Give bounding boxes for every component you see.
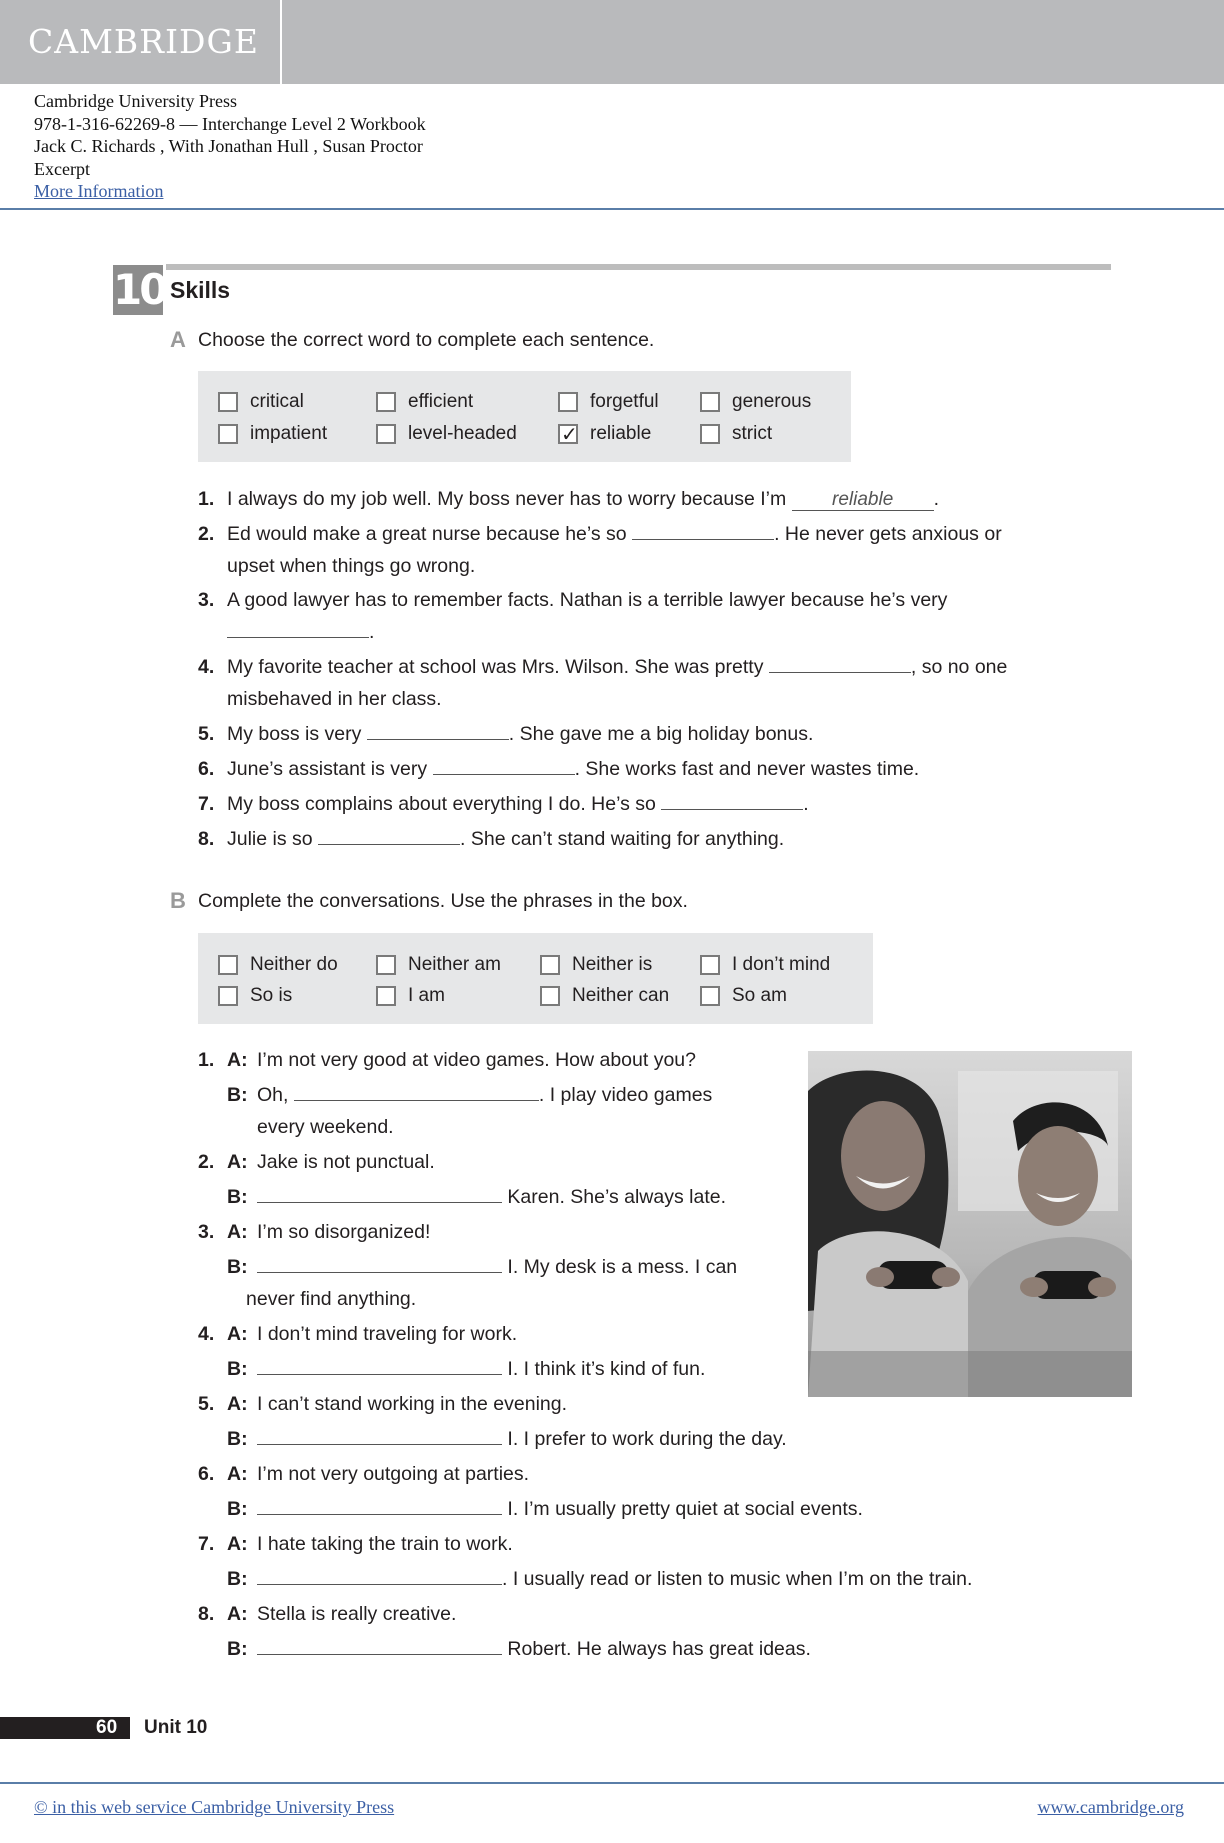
book-metadata	[34, 90, 426, 203]
header-band	[0, 0, 1224, 84]
item-number: 7.	[198, 793, 215, 815]
section-b-letter: B	[170, 888, 186, 913]
word-option[interactable]: level-headed	[376, 421, 517, 447]
excerpt-label: Excerpt	[34, 158, 90, 179]
answer-field[interactable]: reliable	[792, 490, 934, 511]
item-number: 5.	[198, 1393, 215, 1415]
exercise-continuation: upset when things go wrong.	[227, 555, 476, 577]
footer-unit-label: Unit 10	[144, 1717, 208, 1738]
speaker-a-line: A: I can’t stand working in the evening.	[227, 1393, 568, 1415]
section-a-instruction: Choose the correct word to complete each sentence.	[198, 329, 655, 351]
item-number: 7.	[198, 1533, 215, 1555]
section-b-instruction: Complete the conversations. Use the phrases in the box.	[198, 890, 688, 912]
page-number: 60	[96, 1717, 118, 1738]
item-number: 8.	[198, 1603, 215, 1625]
answer-blank[interactable]	[257, 1358, 502, 1375]
exercise-sentence: Julie is so . She can’t stand waiting for anything.	[227, 828, 785, 850]
unit-title: Skills	[170, 277, 231, 303]
answer-blank[interactable]	[257, 1498, 502, 1515]
website-link[interactable]: www.cambridge.org	[1037, 1797, 1184, 1817]
word-option[interactable]: efficient	[376, 389, 473, 415]
header-divider	[0, 208, 1224, 210]
exercise-sentence: A good lawyer has to remember facts. Nathan is a terrible lawyer because he’s very	[227, 589, 948, 611]
answer-blank[interactable]	[257, 1186, 502, 1203]
checkbox[interactable]	[376, 955, 396, 975]
checkbox[interactable]	[700, 986, 720, 1006]
exercise-sentence: Ed would make a great nurse because he’s so . He never gets anxious or	[227, 523, 1002, 545]
answer-blank[interactable]	[433, 758, 575, 775]
exercise-sentence: My boss complains about everything I do. He’s so .	[227, 793, 809, 815]
item-number: 6.	[198, 758, 215, 780]
checkbox[interactable]	[218, 955, 238, 975]
word-option[interactable]: generous	[700, 389, 811, 415]
answer-blank[interactable]	[318, 828, 460, 845]
speaker-a-line: A: I’m so disorganized!	[227, 1221, 431, 1243]
speaker-b-line: B: Oh, . I play video games	[227, 1084, 713, 1106]
speaker-b-line: B: I. I prefer to work during the day.	[227, 1428, 787, 1450]
item-number: 1.	[198, 488, 215, 510]
item-number: 2.	[198, 1151, 215, 1173]
publisher-logo	[0, 0, 282, 84]
answer-blank[interactable]	[632, 523, 774, 540]
phrase-option[interactable]: I don’t mind	[700, 952, 830, 978]
answer-blank[interactable]	[257, 1638, 502, 1655]
speaker-b-line: B: Robert. He always has great ideas.	[227, 1638, 811, 1660]
word-option[interactable]: ✓ reliable	[558, 421, 651, 447]
item-number: 4.	[198, 656, 215, 678]
checkbox[interactable]	[376, 986, 396, 1006]
phrase-option[interactable]: Neither is	[540, 952, 652, 978]
item-number: 5.	[198, 723, 215, 745]
answer-blank[interactable]	[227, 621, 369, 638]
exercise-sentence: June’s assistant is very . She works fast and never wastes time.	[227, 758, 920, 780]
checkbox[interactable]	[700, 955, 720, 975]
publisher-name: Cambridge University Press	[34, 91, 237, 111]
checkbox[interactable]	[376, 424, 396, 444]
checkbox-checked[interactable]	[558, 424, 578, 444]
logo-text: CAMBRIDGE	[28, 22, 259, 61]
item-number: 3.	[198, 1221, 215, 1243]
phrase-option[interactable]: I am	[376, 983, 445, 1009]
speaker-b-continuation: every weekend.	[257, 1116, 394, 1138]
item-number: 2.	[198, 523, 215, 545]
exercise-sentence: My boss is very . She gave me a big holiday bonus.	[227, 723, 814, 745]
speaker-a-line: A: Stella is really creative.	[227, 1603, 457, 1625]
item-number: 1.	[198, 1049, 215, 1071]
checkbox[interactable]	[558, 392, 578, 412]
speaker-a-line: A: I don’t mind traveling for work.	[227, 1323, 518, 1345]
exercise-sentence: My favorite teacher at school was Mrs. Wilson. She was pretty , so no one	[227, 656, 1008, 678]
more-information-link[interactable]: More Information	[34, 181, 164, 201]
speaker-a-line: A: I’m not very good at video games. How about you?	[227, 1049, 696, 1071]
checkbox[interactable]	[218, 424, 238, 444]
phrase-option[interactable]: Neither can	[540, 983, 669, 1009]
answer-blank[interactable]	[294, 1084, 539, 1101]
checkbox[interactable]	[376, 392, 396, 412]
phrase-option[interactable]: So is	[218, 983, 292, 1009]
authors: Jack C. Richards , With Jonathan Hull , Susan Proctor	[34, 136, 423, 156]
exercise-continuation: .	[227, 620, 374, 644]
isbn-title: 978-1-316-62269-8 — Interchange Level 2 Workbook	[34, 113, 426, 134]
photo-illustration	[808, 1051, 1132, 1397]
speaker-b-line: B: . I usually read or listen to music when I’m on the train.	[227, 1568, 973, 1590]
copyright-link[interactable]: © in this web service Cambridge University Press	[34, 1797, 395, 1817]
checkbox[interactable]	[218, 986, 238, 1006]
phrase-option[interactable]: So am	[700, 983, 787, 1009]
answer-blank[interactable]	[769, 656, 911, 673]
item-number: 4.	[198, 1323, 215, 1345]
word-option[interactable]: strict	[700, 421, 772, 447]
word-option[interactable]: critical	[218, 389, 304, 415]
section-a-letter: A	[170, 327, 186, 352]
item-number: 8.	[198, 828, 215, 850]
speaker-a-line: A: I’m not very outgoing at parties.	[227, 1463, 530, 1485]
speaker-b-line: B: I. I think it’s kind of fun.	[227, 1358, 706, 1380]
answer-blank[interactable]	[661, 793, 803, 810]
answer-blank[interactable]	[367, 723, 509, 740]
section-a-word-box	[198, 371, 851, 462]
speaker-a-line: A: I hate taking the train to work.	[227, 1533, 513, 1555]
speaker-b-line: B: I. My desk is a mess. I can	[227, 1256, 738, 1278]
photo-people-playing-video-games	[808, 1051, 1132, 1397]
checkbox[interactable]	[218, 392, 238, 412]
word-option[interactable]: forgetful	[558, 389, 659, 415]
phrase-option[interactable]: Neither do	[218, 952, 338, 978]
checkbox[interactable]	[540, 955, 560, 975]
speaker-b-line: B: Karen. She’s always late.	[227, 1186, 727, 1208]
phrase-option[interactable]: Neither am	[376, 952, 501, 978]
speaker-b-line: B: I. I’m usually pretty quiet at social events.	[227, 1498, 863, 1520]
answer-blank[interactable]	[257, 1568, 502, 1585]
exercise-continuation: misbehaved in her class.	[227, 688, 442, 710]
footer-divider	[0, 1782, 1224, 1784]
answer-blank[interactable]	[257, 1256, 502, 1273]
checkbox[interactable]	[700, 424, 720, 444]
checkbox[interactable]	[700, 392, 720, 412]
speaker-b-continuation: never find anything.	[246, 1288, 417, 1310]
checkbox[interactable]	[540, 986, 560, 1006]
speaker-a-line: A: Jake is not punctual.	[227, 1151, 435, 1173]
unit-number-badge: 10	[113, 265, 166, 314]
word-option[interactable]: impatient	[218, 421, 327, 447]
unit-title-bar	[166, 264, 1111, 270]
answer-blank[interactable]	[257, 1428, 502, 1445]
exercise-sentence: I always do my job well. My boss never has to worry because I’m reliable .	[227, 488, 940, 510]
item-number: 3.	[198, 589, 215, 611]
section-b-phrase-box	[198, 933, 873, 1024]
item-number: 6.	[198, 1463, 215, 1485]
